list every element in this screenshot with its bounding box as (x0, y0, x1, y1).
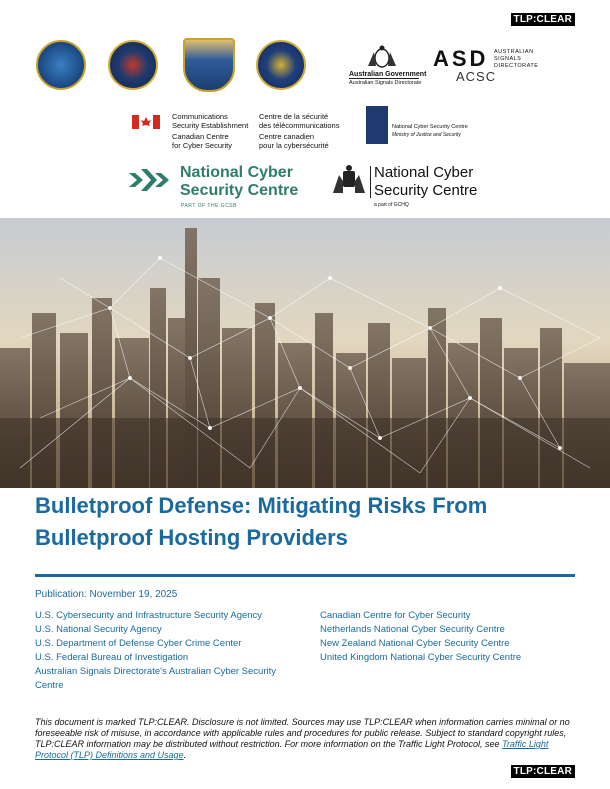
org-item: Netherlands National Cyber Security Centre (320, 624, 505, 635)
nl-ncsc-line2: Ministry of Justice and Security (392, 132, 461, 138)
acsc-mark: ACSC (456, 69, 497, 84)
asd-name-3: DIRECTORATE (494, 63, 539, 69)
cse-en-1: Communications (172, 112, 228, 121)
nz-ncsc-chevrons-icon (127, 165, 173, 195)
org-item: U.S. Department of Defense Cyber Crime Center (35, 638, 242, 649)
org-item: Canadian Centre for Cyber Security (320, 610, 471, 621)
cccs-fr-1: Centre canadien (259, 132, 315, 141)
cccs-en-2: for Cyber Security (172, 141, 233, 150)
orgs-right-column (320, 609, 580, 665)
title-line2: Bulletproof Hosting Providers (35, 525, 348, 550)
uk-ncsc-line1: National Cyber (374, 164, 474, 181)
cisa-seal-logo (36, 40, 86, 90)
dc3-shield-logo (183, 38, 235, 92)
australian-crest-icon (362, 44, 402, 70)
uk-ncsc-divider (370, 166, 371, 198)
org-item: Australian Signals Directorate's Australian Cyber Security (35, 666, 277, 677)
cityscape-illustration (0, 218, 610, 488)
org-item: U.S. Federal Bureau of Investigation (35, 652, 189, 663)
org-item: New Zealand National Cyber Security Centre (320, 638, 510, 649)
org-item: U.S. Cybersecurity and Infrastructure Security Agency (35, 610, 263, 621)
cccs-en-1: Canadian Centre (172, 132, 229, 141)
cse-en-2: Security Establishment (172, 121, 249, 130)
title-divider (35, 574, 575, 577)
uk-ncsc-line2: Security Centre (374, 182, 478, 199)
cccs-fr-2: pour la cybersécurité (259, 141, 329, 150)
asd-name-1: AUSTRALIAN (494, 49, 534, 55)
canada-flag-icon (132, 115, 160, 129)
nz-ncsc-line1: National Cyber (180, 164, 293, 181)
cse-fr-1: Centre de la sécurité (259, 112, 329, 121)
tlp-marking-top: TLP:CLEAR (511, 13, 575, 26)
tlp-disclaimer (35, 717, 580, 761)
orgs-left-column (35, 609, 315, 693)
uk-ncsc-sub: a part of GCHQ (374, 202, 409, 208)
disclaimer-end: . (183, 750, 187, 760)
aus-gov-line1: Australian Government (349, 71, 427, 78)
document-title (35, 490, 595, 554)
tlp-marking-bottom: TLP:CLEAR (511, 765, 575, 778)
fbi-seal-logo (256, 40, 306, 90)
nz-ncsc-line2: Security Centre (180, 182, 299, 199)
disclaimer-text: This document is marked TLP:CLEAR. Disclosure is not limited. Sources may use TLP:CLEAR when information carries minimal or no foreseeable risk of misuse, in accordance with applicable rules and procedures for public release. Subject to standard copyright rules, TLP:CLEAR information may be distributed without restriction. For more information on the Traffic Light Protocol, see (35, 717, 570, 749)
title-line1: Bulletproof Defense: Mitigating Risks From (35, 493, 488, 518)
org-item: U.S. National Security Agency (35, 624, 162, 635)
asd-name-2: SIGNALS (494, 56, 522, 62)
aus-gov-divider (349, 78, 419, 79)
uk-royal-arms-icon (330, 163, 368, 197)
nl-ncsc-line1: National Cyber Security Centre (392, 124, 468, 130)
nl-ncsc-emblem-icon (366, 106, 388, 144)
asd-mark: ASD (433, 46, 489, 71)
tlp-definitions-link[interactable]: Traffic Light Protocol (TLP) Definitions and Usage (35, 739, 549, 760)
publication-date: Publication: November 19, 2025 (35, 589, 178, 600)
aus-gov-line2: Australian Signals Directorate (349, 80, 422, 86)
cse-fr-2: des télécommunications (259, 121, 340, 130)
nsa-seal-logo (108, 40, 158, 90)
org-item: Centre (35, 680, 64, 691)
nz-ncsc-sub: PART OF THE GCSB (181, 203, 237, 209)
org-item: United Kingdom National Cyber Security Centre (320, 652, 522, 663)
cityscape-network-image (0, 218, 610, 488)
